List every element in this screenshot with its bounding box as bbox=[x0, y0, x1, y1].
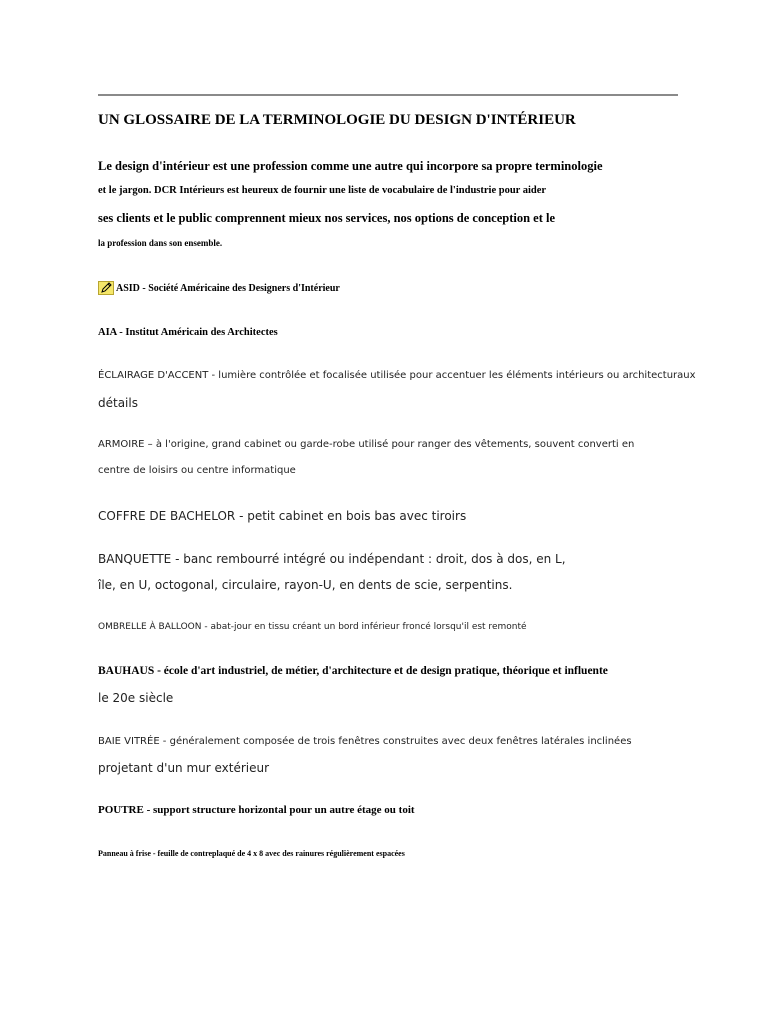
intro-line-3: ses clients et le public comprennent mieux nos services, nos options de conception et le bbox=[98, 211, 556, 225]
entry-poutre: POUTRE - support structure horizontal pour un autre étage ou toit bbox=[98, 804, 415, 816]
entry-bauhaus-line-1: BAUHAUS - école d'art industriel, de métier, d'architecture et de design pratique, théorique et influente bbox=[98, 665, 608, 677]
intro-line-1: Le design d'intérieur est une profession comme une autre qui incorpore sa propre terminologie bbox=[98, 159, 603, 173]
entry-eclairage-line-1: ÉCLAIRAGE D'ACCENT - lumière contrôlée et focalisée utilisée pour accentuer les éléments intérieurs ou architecturaux bbox=[98, 370, 696, 381]
entry-coffre: COFFRE DE BACHELOR - petit cabinet en bois bas avec tiroirs bbox=[98, 509, 467, 523]
entry-panneau: Panneau à frise - feuille de contreplaqué de 4 x 8 avec des rainures régulièrement espacées bbox=[98, 849, 405, 858]
entry-banquette-line-2: île, en U, octogonal, circulaire, rayon-U, en dents de scie, serpentins. bbox=[98, 578, 513, 592]
entry-ombrelle: OMBRELLE À BALLOON - abat-jour en tissu créant un bord inférieur froncé lorsqu'il est remonté bbox=[98, 622, 527, 632]
edit-pencil-icon bbox=[98, 281, 114, 295]
entry-baie-line-2: projetant d'un mur extérieur bbox=[98, 761, 270, 775]
entry-baie-line-1: BAIE VITRÉE - généralement composée de trois fenêtres construites avec deux fenêtres latérales inclinées bbox=[98, 736, 632, 747]
intro-line-4: la profession dans son ensemble. bbox=[98, 238, 223, 248]
intro-line-2: et le jargon. DCR Intérieurs est heureux de fournir une liste de vocabulaire de l'industrie pour aider bbox=[98, 185, 547, 196]
page-title: UN GLOSSAIRE DE LA TERMINOLOGIE DU DESIGN D'INTÉRIEUR bbox=[98, 112, 576, 128]
entry-bauhaus-line-2: le 20e siècle bbox=[98, 691, 174, 705]
entry-aia: AIA - Institut Américain des Architectes bbox=[98, 327, 278, 338]
entry-armoire-line-1: ARMOIRE – à l'origine, grand cabinet ou garde-robe utilisé pour ranger des vêtements, souvent converti en bbox=[98, 439, 635, 450]
entry-eclairage-line-2: détails bbox=[98, 396, 138, 410]
horizontal-rule bbox=[98, 94, 678, 96]
entry-banquette-line-1: BANQUETTE - banc rembourré intégré ou indépendant : droit, dos à dos, en L, bbox=[98, 552, 566, 566]
entry-armoire-line-2: centre de loisirs ou centre informatique bbox=[98, 465, 296, 476]
entry-asid bbox=[98, 281, 340, 295]
entry-asid-text: ASID - Société Américaine des Designers d'Intérieur bbox=[116, 282, 340, 294]
